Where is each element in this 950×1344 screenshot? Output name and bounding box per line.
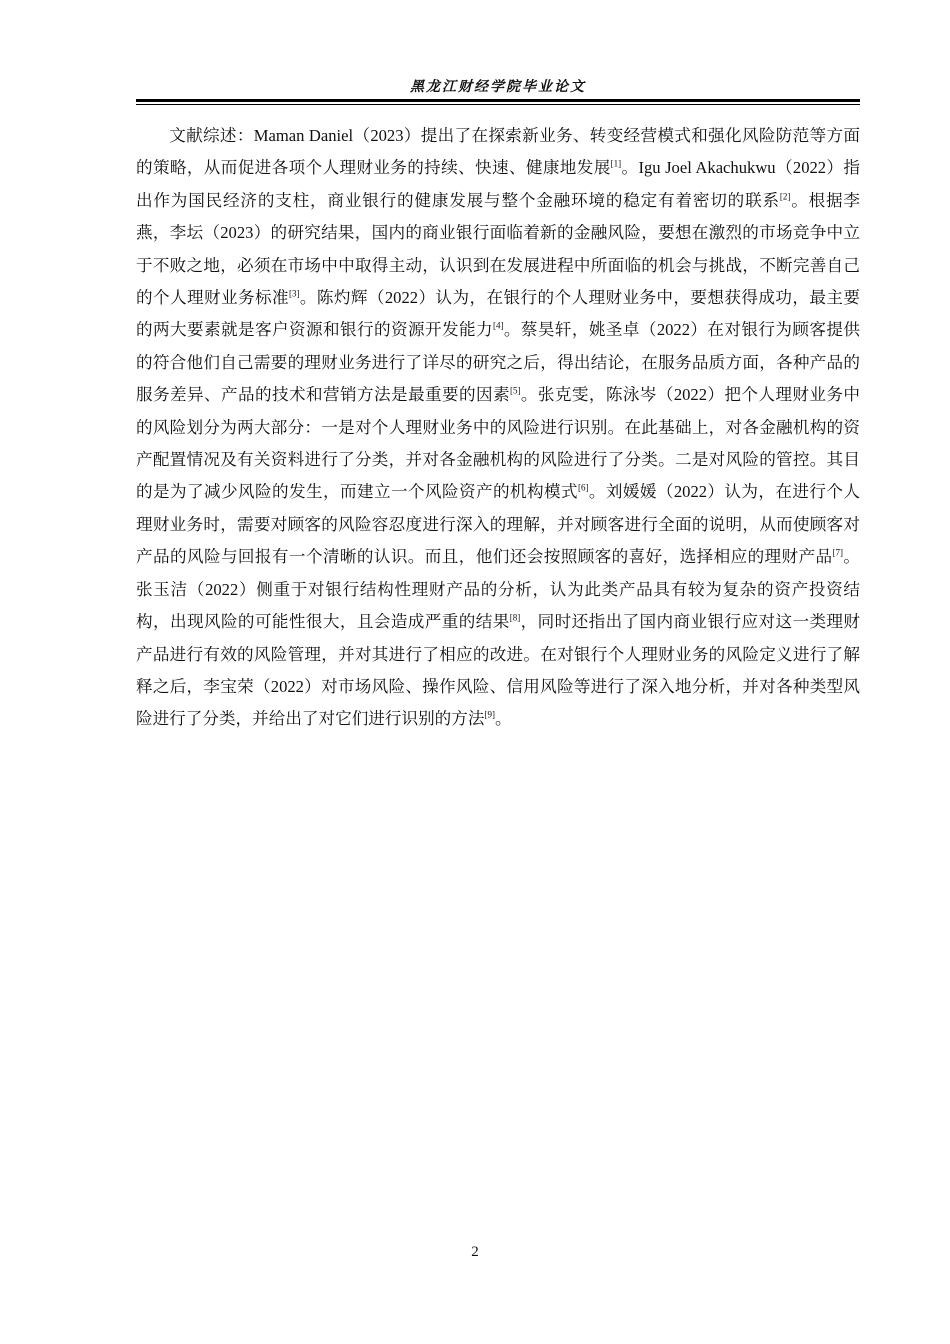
- citation-marker: [3]: [288, 288, 300, 299]
- text-run: 。张克雯，陈泳岑（2022）把个人理财业务中的风险划分为两大部分：一是对个人理财业务中的风险进行识别。在此基础上，对各金融机构的资产配置情况及有关资料进行了分类，并对各金融机构的风险进行了分类。二是对风险的管控。其目的是为了减少风险的发生，而建立一个风险资产的机构模式: [136, 385, 861, 502]
- text-run: 。张玉洁（2022）侧重于对银行结构性理财产品的分析，认为此类产品具有较为复杂的资产投资结构，出现风险的可能性很大，且会造成严重的结果: [136, 547, 861, 632]
- text-run: ，同时还指出了国内商业银行应对这一类理财产品进行有效的风险管理，并对其进行了相应的改进。在对银行个人理财业务的风险定义进行了解释之后，李宝荣（2022）对市场风险、操作风险、信用风险等进行了深入地分析，并对各种类型风险进行了分类，并给出了对它们进行识别的方法: [136, 612, 861, 729]
- text-run: 文献综述：Maman Daniel（2023）提出了在探索新业务、转变经营模式和强化风险防范等方面的策略，从而促进各项个人理财业务的持续、快速、健康地发展: [136, 126, 860, 178]
- page-number: 2: [471, 1244, 479, 1260]
- citation-marker: [5]: [509, 385, 521, 396]
- citation-marker: [7]: [832, 547, 844, 558]
- text-run: 。蔡昊轩，姚圣卓（2022）在对银行为顾客提供的符合他们自己需要的理财业务进行了详尽的研究之后，得出结论，在服务品质方面，各种产品的服务差异、产品的技术和营销方法是最重要的因素: [136, 320, 861, 405]
- citation-marker: [4]: [492, 320, 504, 331]
- text-run: 。陈灼辉（2022）认为，在银行的个人理财业务中，要想获得成功，最主要的两大要素就是客户资源和银行的资源开发能力: [136, 288, 861, 340]
- header-rule-thin: [136, 104, 860, 105]
- citation-marker: [9]: [484, 709, 495, 720]
- text-run: 。根据李燕，李坛（2023）的研究结果，国内的商业银行面临着新的金融风险，要想在激烈的市场竞争中立于不败之地，必须在市场中中取得主动，认识到在发展进程中所面临的机会与挑战，不断完善自己的个人理财业务标准: [136, 190, 861, 308]
- citation-marker: [8]: [509, 612, 521, 623]
- literature-review-paragraph: [136, 120, 860, 736]
- text-run: 。: [494, 709, 512, 729]
- citation-marker: [6]: [577, 482, 589, 493]
- header-rule-thick: [136, 99, 860, 102]
- citation-marker: [2]: [779, 191, 791, 202]
- text-run: 。刘媛媛（2022）认为，在进行个人理财业务时，需要对顾客的风险容忍度进行深入的理解，并对顾客进行全面的说明，从而使顾客对产品的风险与回报有一个清晰的认识。而且，他们还会按照顾客的喜好，选择相应的理财产品: [136, 482, 861, 567]
- text-run: 。Igu Joel Akachukwu（2022）指出作为国民经济的支柱，商业银行的健康发展与整个金融环境的稳定有着密切的联系: [136, 158, 860, 210]
- citation-marker: [1]: [610, 158, 622, 169]
- running-header: 黑龙江财经学院毕业论文: [410, 79, 586, 95]
